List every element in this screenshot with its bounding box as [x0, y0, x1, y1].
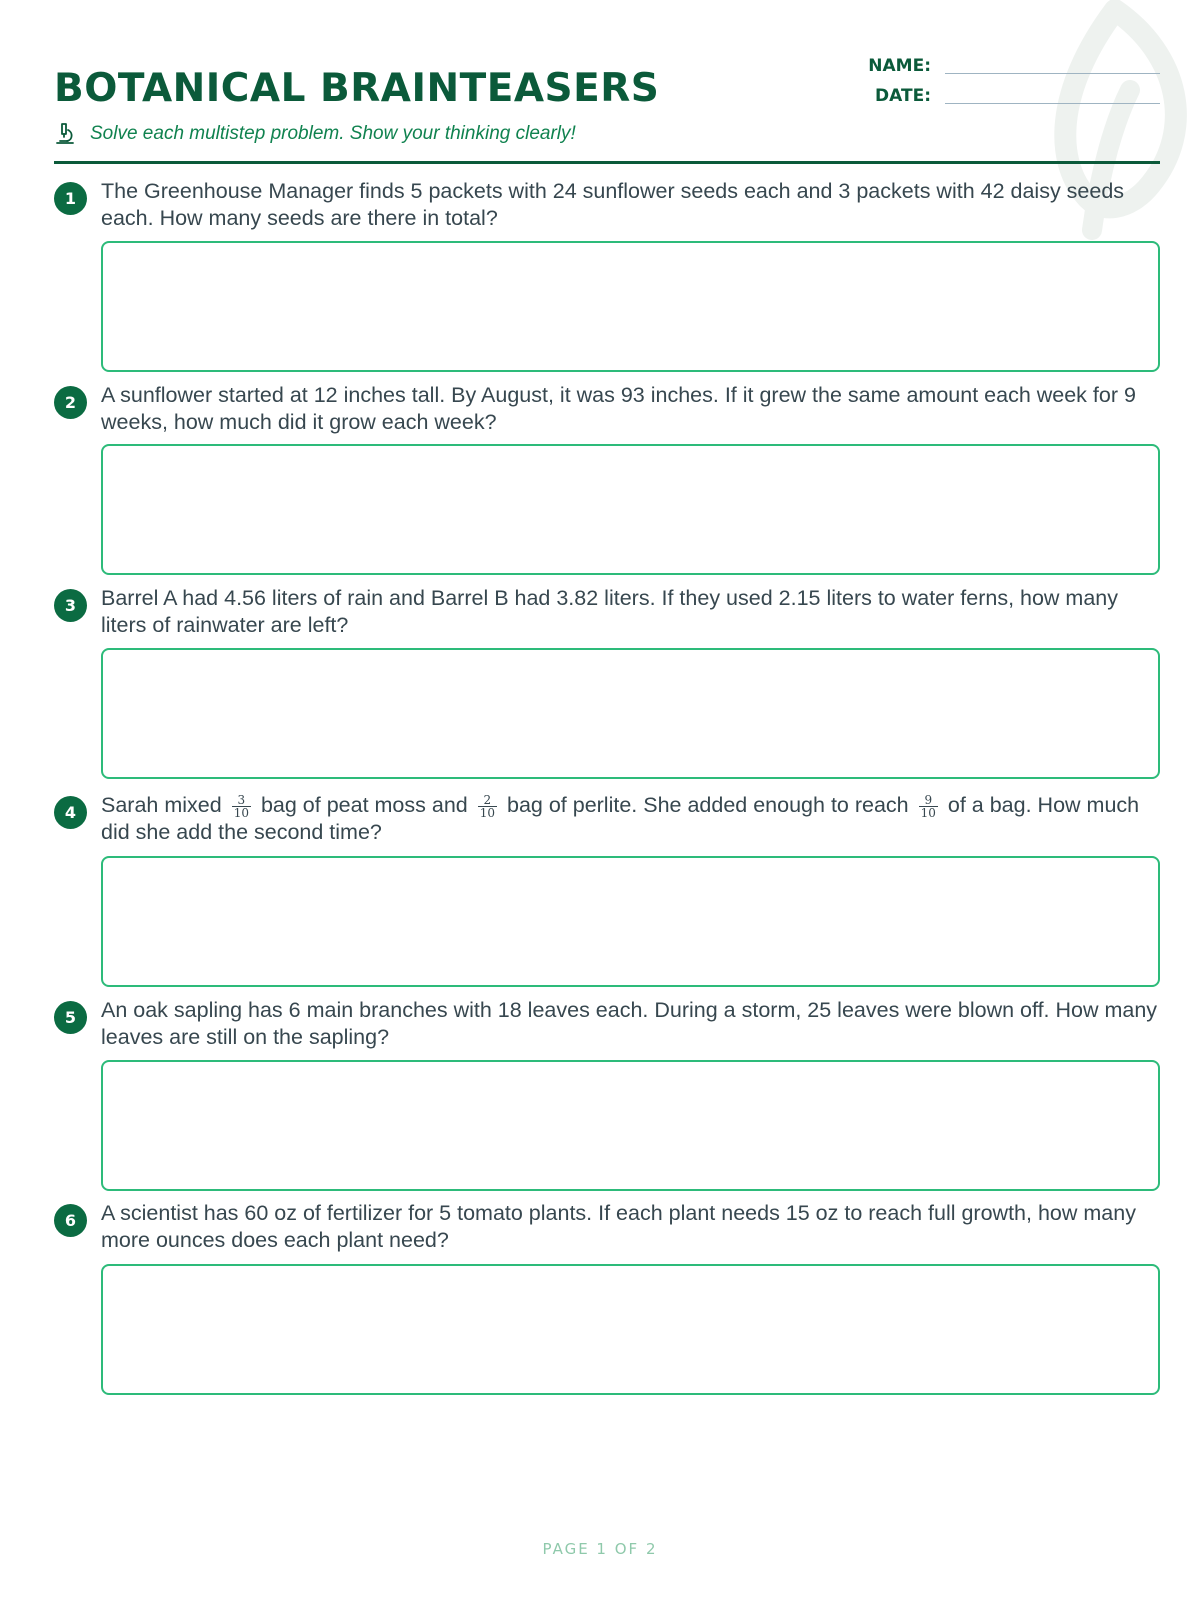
worksheet-subtitle [54, 122, 576, 146]
problem-text: A scientist has 60 oz of fertilizer for 5 tomato plants. If each plant needs 15 oz to reach full growth, how many more ounces does each plant need? [101, 1201, 1136, 1252]
problem-number-badge: 1 [54, 182, 87, 215]
problem-text: The Greenhouse Manager finds 5 packets with 24 sunflower seeds each and 3 packets with 42 daisy seeds each. How many seeds are there in total? [101, 179, 1125, 230]
answer-box[interactable] [101, 444, 1160, 575]
fraction-denominator: 10 [233, 805, 249, 820]
answer-box[interactable] [101, 648, 1160, 779]
problem-number-badge: 5 [54, 1001, 87, 1034]
date-field [821, 86, 1160, 106]
page-indicator: PAGE 1 OF 2 [542, 1540, 658, 1558]
problem-text-part: Sarah mixed [101, 793, 222, 817]
date-label: DATE: [875, 86, 931, 106]
name-line[interactable] [945, 73, 1160, 74]
problem-text: An oak sapling has 6 main branches with 18 leaves each. During a storm, 25 leaves were blown off. How many leaves are still on the sapling? [101, 998, 1158, 1049]
problem-text: A sunflower started at 12 inches tall. By August, it was 93 inches. If it grew the same amount each week for 9 weeks, how much did it grow each week? [101, 383, 1136, 434]
answer-box[interactable] [101, 856, 1160, 987]
name-field [821, 56, 1160, 76]
subtitle-text: Solve each multistep problem. Show your thinking clearly! [90, 123, 576, 144]
answer-box[interactable] [101, 1060, 1160, 1191]
fraction-denominator: 10 [479, 805, 495, 820]
problem-text-part: bag of peat moss and [260, 793, 468, 817]
name-label: NAME: [868, 56, 931, 76]
problem-text: Barrel A had 4.56 liters of rain and Barrel B had 3.82 liters. If they used 2.15 liters to water ferns, how many liters of rainwater are left? [101, 586, 1119, 637]
worksheet-title: BOTANICAL BRAINTEASERS [54, 66, 660, 111]
fraction [232, 794, 251, 819]
fraction-denominator: 10 [920, 805, 936, 820]
problem-number-badge: 3 [54, 589, 87, 622]
problem-number-badge: 4 [54, 796, 87, 829]
date-line[interactable] [945, 103, 1160, 104]
fraction [919, 794, 938, 819]
problem-number-badge: 2 [54, 386, 87, 419]
answer-box[interactable] [101, 241, 1160, 372]
fraction-numerator: 3 [237, 792, 246, 807]
problem-number-badge: 6 [54, 1204, 87, 1237]
header-divider [54, 161, 1160, 164]
fraction-numerator: 9 [924, 792, 933, 807]
problem-text [101, 792, 1166, 846]
fraction-numerator: 2 [483, 792, 492, 807]
microscope-icon [54, 122, 76, 146]
problem-text-part: of a bag. How much did she add the second time? [101, 793, 1140, 844]
fraction [478, 794, 497, 819]
problem-text-part: bag of perlite. She added enough to reach [506, 793, 909, 817]
answer-box[interactable] [101, 1264, 1160, 1395]
